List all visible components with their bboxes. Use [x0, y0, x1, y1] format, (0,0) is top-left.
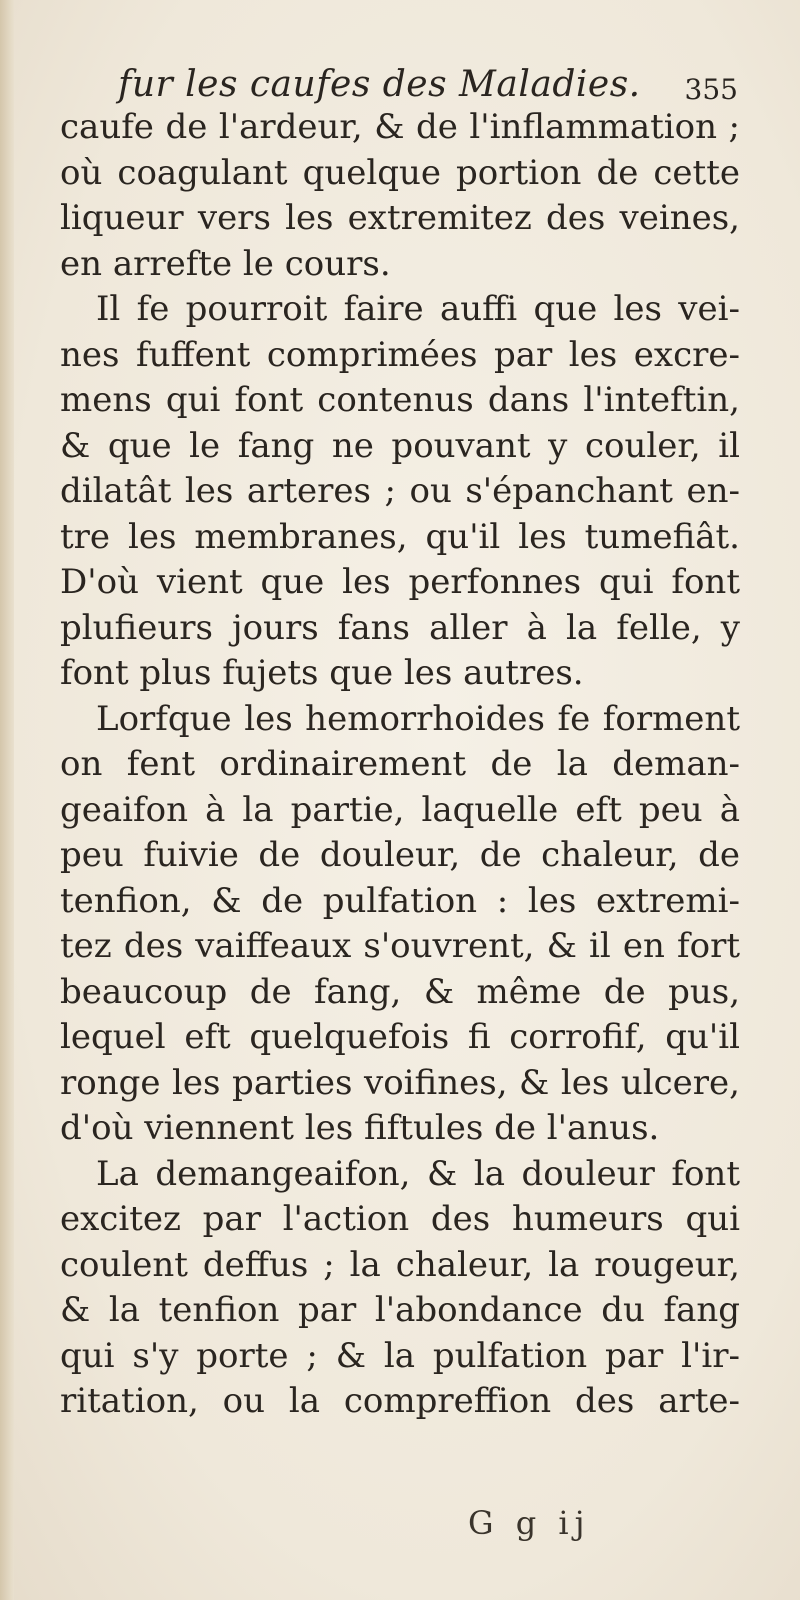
- text-line: nes fuffent comprimées par les excre-: [60, 334, 740, 375]
- page-number: 355: [684, 73, 738, 106]
- text-line: Il fe pourroit faire auffi que les vei-: [96, 289, 740, 329]
- text-line: peu fuivie de douleur, de chaleur, de: [60, 835, 740, 875]
- text-line: plufieurs jours fans aller à la felle, y: [60, 607, 740, 648]
- text-line: caufe de l'ardeur, & de l'inflammation ;: [60, 107, 740, 147]
- text-line: & la tenfion par l'abondance du fang: [60, 1290, 740, 1330]
- page-header: [60, 60, 740, 110]
- signature-mark: G g ij: [468, 1504, 591, 1542]
- text-line: coulent deffus ; la chaleur, la rougeur,: [60, 1244, 740, 1285]
- text-line: La demangeaifon, & la douleur font: [96, 1153, 740, 1194]
- text-line: ronge les parties voifines, & les ulcere,: [60, 1062, 740, 1103]
- text-line: beaucoup de fang, & même de pus,: [60, 971, 740, 1012]
- text-line: ritation, ou la compreffion des arte-: [60, 1381, 740, 1421]
- text-line: tez des vaiffeaux s'ouvrent, & il en fort: [60, 926, 740, 966]
- body-text: [60, 105, 740, 1525]
- text-line: D'où vient que les perfonnes qui font: [60, 562, 740, 602]
- text-line: excitez par l'action des humeurs qui: [60, 1199, 740, 1239]
- text-line: dilatât les arteres ; ou s'épanchant en-: [60, 471, 740, 511]
- text-line: Lorfque les hemorrhoides fe forment: [96, 698, 740, 739]
- text-line: & que le fang ne pouvant y couler, il: [60, 425, 740, 466]
- page-gutter-shadow: [0, 0, 14, 1600]
- running-head: fur les caufes des Maladies.: [118, 64, 641, 105]
- text-line: d'où viennent les fiftules de l'anus.: [60, 1108, 660, 1148]
- text-line: geaifon à la partie, laquelle eft peu à: [60, 789, 740, 830]
- text-line: où coagulant quelque portion de cette: [60, 152, 740, 193]
- text-line: liqueur vers les extremitez des veines,: [60, 198, 740, 238]
- text-line: font plus fujets que les autres.: [60, 653, 584, 693]
- text-line: qui s'y porte ; & la pulfation par l'ir-: [60, 1335, 740, 1376]
- text-line: lequel eft quelquefois fi corrofif, qu'il: [60, 1017, 740, 1057]
- text-line: tre les membranes, qu'il les tumefiât.: [60, 516, 740, 557]
- text-line: tenfion, & de pulfation : les extremi-: [60, 880, 740, 921]
- text-line: on fent ordinairement de la deman-: [60, 744, 740, 784]
- text-line: en arrefte le cours.: [60, 243, 391, 284]
- text-line: mens qui font contenus dans l'inteftin,: [60, 380, 740, 420]
